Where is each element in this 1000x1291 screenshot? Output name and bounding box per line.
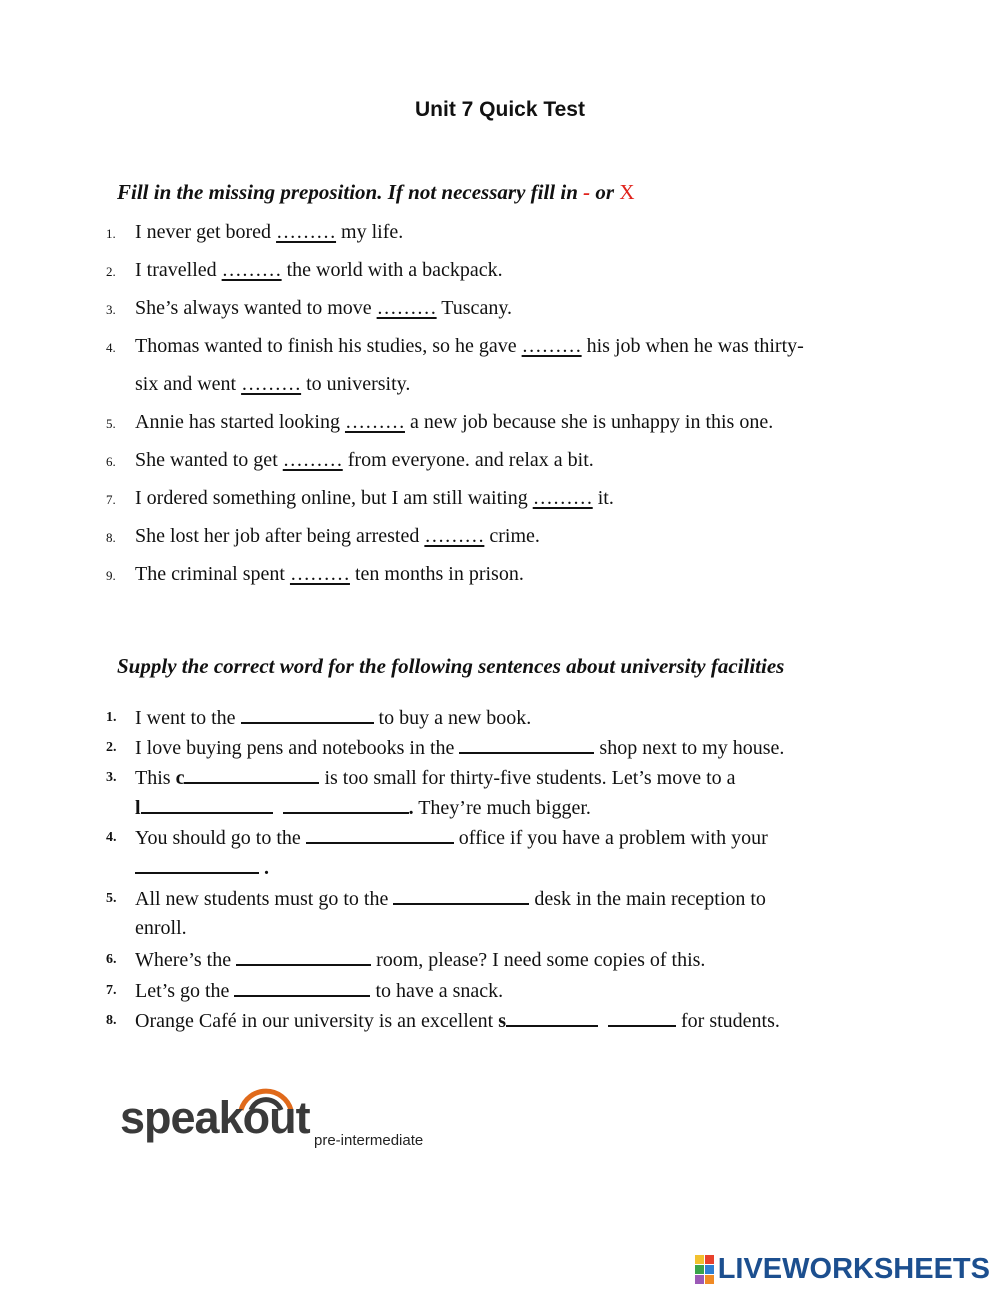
- liveworksheets-brand: [695, 1253, 990, 1286]
- answer-blank[interactable]: [141, 796, 273, 814]
- item-text: Thomas wanted to finish his studies, so he gave: [135, 335, 522, 357]
- item-number: 2.: [106, 264, 116, 279]
- answer-gap[interactable]: ………: [282, 449, 343, 471]
- item-number: 5.: [106, 416, 116, 431]
- answer-blank[interactable]: [506, 1009, 598, 1027]
- item-text: his job when he was thirty-: [581, 335, 804, 357]
- answer-blank[interactable]: [608, 1009, 676, 1027]
- answer-gap[interactable]: ………: [376, 297, 437, 319]
- answer-gap[interactable]: ………: [221, 259, 282, 281]
- answer-gap[interactable]: ………: [276, 221, 337, 243]
- item-text: I ordered something online, but I am still waiting: [135, 487, 533, 509]
- item-text: All new students must go to the: [135, 888, 394, 910]
- item-number: 2.: [106, 740, 117, 755]
- answer-gap[interactable]: ………: [532, 487, 593, 509]
- item-number: 3.: [106, 770, 117, 785]
- section2-instruction: Supply the correct word for the following sentences about university facilities: [117, 654, 785, 678]
- item-text: Where’s the: [135, 949, 237, 971]
- item-text: She wanted to get: [135, 449, 283, 471]
- item-text: shop next to my house.: [594, 737, 785, 759]
- item-text: Orange Café in our university is an excellent: [135, 1010, 499, 1032]
- letter-hint: l: [135, 797, 141, 819]
- item-number: 4.: [106, 340, 116, 355]
- speakout-logo: [120, 1082, 450, 1152]
- item-number: 4.: [106, 830, 117, 845]
- answer-gap[interactable]: ………: [344, 411, 405, 433]
- item-number: 7.: [106, 983, 117, 998]
- brand-text: LIVEWORKSHEETS: [717, 1253, 990, 1285]
- item-text: to university.: [301, 373, 411, 395]
- item-number: 1.: [106, 710, 117, 725]
- item-text: She’s always wanted to move: [135, 297, 377, 319]
- item-text: Let’s go the: [135, 980, 235, 1002]
- item-text: six and went: [135, 373, 242, 395]
- item-text: I never get bored: [135, 221, 277, 243]
- answer-blank[interactable]: [459, 736, 594, 754]
- item-text: ten months in prison.: [349, 563, 524, 585]
- item-text: Tuscany.: [436, 297, 513, 319]
- item-text: to have a snack.: [370, 980, 504, 1002]
- item-number: 6.: [106, 952, 117, 967]
- answer-blank[interactable]: [184, 766, 319, 784]
- item-number: 3.: [106, 302, 116, 317]
- answer-blank[interactable]: [306, 826, 454, 844]
- or-word: or: [595, 180, 615, 204]
- item-text: to buy a new book.: [373, 707, 532, 729]
- item-text: for students.: [676, 1010, 780, 1032]
- item-text: office if you have a problem with your: [453, 827, 768, 849]
- item-text: You should go to the: [135, 827, 306, 849]
- item-text: This: [135, 767, 176, 789]
- section1-instruction: [117, 180, 635, 205]
- answer-gap[interactable]: ………: [289, 563, 350, 585]
- item-text: The criminal spent: [135, 563, 290, 585]
- dot: .: [259, 857, 269, 879]
- item-number: 9.: [106, 568, 116, 583]
- item-text: desk in the main reception to: [529, 888, 766, 910]
- answer-blank[interactable]: [135, 856, 259, 874]
- item-text: a new job because she is unhappy in this one.: [404, 411, 774, 433]
- item-text: the world with a backpack.: [281, 259, 503, 281]
- letter-hint: c: [175, 767, 185, 789]
- answer-blank[interactable]: [241, 706, 374, 724]
- dot: .: [408, 797, 414, 819]
- item-text: is too small for thirty-five students. Let’s move to a: [319, 767, 736, 789]
- answer-blank[interactable]: [234, 979, 370, 997]
- answer-blank[interactable]: [393, 887, 529, 905]
- item-text: it.: [592, 487, 614, 509]
- answer-gap[interactable]: ………: [424, 525, 485, 547]
- item-text: my life.: [336, 221, 404, 243]
- item-number: 7.: [106, 492, 116, 507]
- brand-blocks-icon: [695, 1255, 714, 1284]
- dash-mark: -: [583, 180, 591, 204]
- item-text: I love buying pens and notebooks in the: [135, 737, 460, 759]
- x-mark: X: [619, 180, 635, 204]
- item-number: 8.: [106, 1013, 117, 1028]
- item-text: room, please? I need some copies of this.: [371, 949, 706, 971]
- logo-subtitle: pre-intermediate: [314, 1132, 424, 1149]
- item-text: Annie has started looking: [135, 411, 345, 433]
- item-text: She lost her job after being arrested: [135, 525, 425, 547]
- answer-blank[interactable]: [236, 948, 371, 966]
- item-number: 5.: [106, 891, 117, 906]
- item-number: 6.: [106, 454, 116, 469]
- page-title: Unit 7 Quick Test: [415, 98, 585, 121]
- item-text: enroll.: [135, 917, 187, 939]
- item-text: crime.: [484, 525, 540, 547]
- answer-gap[interactable]: ………: [521, 335, 582, 357]
- item-text: I went to the: [135, 707, 241, 729]
- item-text: They’re much bigger.: [413, 797, 591, 819]
- item-text: I travelled: [135, 259, 222, 281]
- logo-word: speakout: [120, 1092, 310, 1143]
- answer-blank[interactable]: [283, 796, 409, 814]
- answer-gap[interactable]: ………: [241, 373, 302, 395]
- section1-instruction-text: Fill in the missing preposition. If not necessary fill in: [117, 180, 578, 204]
- item-text: from everyone. and relax a bit.: [342, 449, 594, 471]
- letter-hint: s: [498, 1010, 507, 1032]
- item-number: 8.: [106, 530, 116, 545]
- item-number: 1.: [106, 226, 116, 241]
